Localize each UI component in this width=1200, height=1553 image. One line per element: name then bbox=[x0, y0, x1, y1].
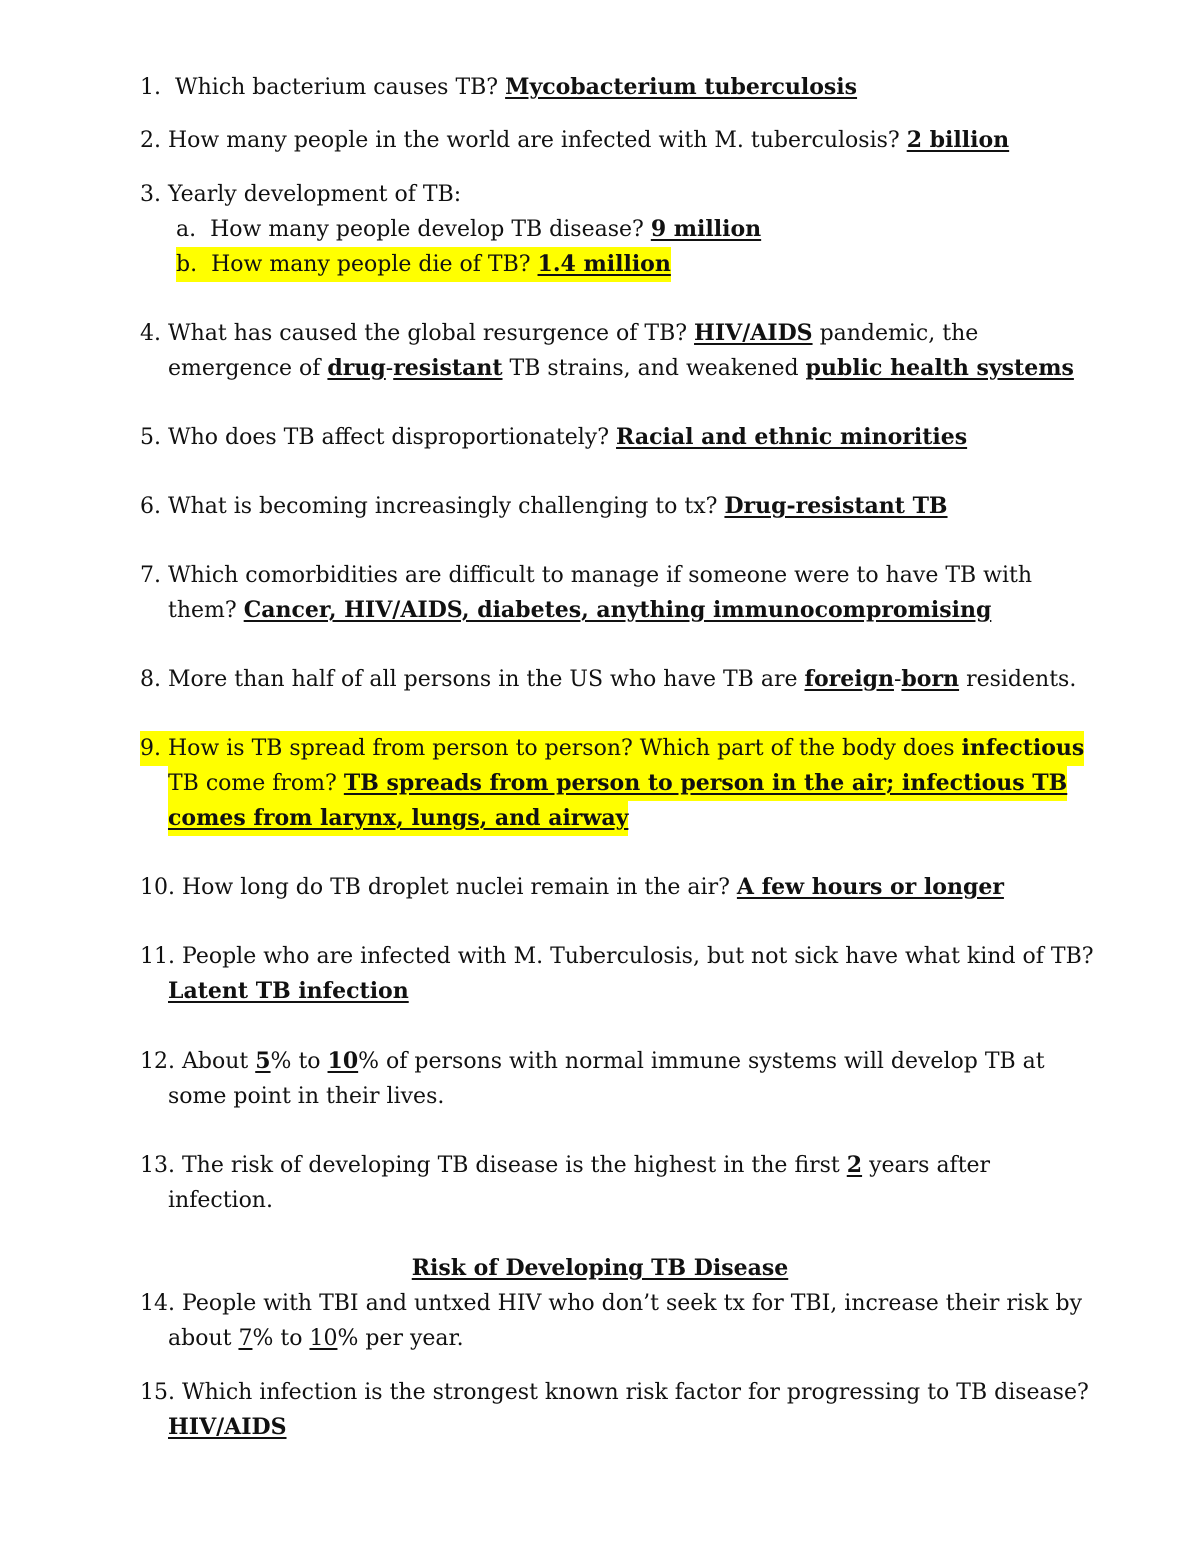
q-text: residents. bbox=[966, 667, 1077, 692]
q-answer: 5 bbox=[255, 1048, 271, 1074]
q-text: How many people in the world are infected with M. tuberculosis? bbox=[168, 128, 900, 153]
q-number: 12. bbox=[140, 1049, 175, 1074]
q-number: 14. bbox=[140, 1291, 175, 1316]
q-number: 11. bbox=[140, 944, 175, 969]
q-answer: 2 bbox=[846, 1152, 863, 1178]
q-number: 2. bbox=[140, 128, 161, 153]
q-text: Who does TB affect disproportionately? bbox=[168, 425, 610, 450]
q-text: infection. bbox=[168, 1188, 273, 1213]
q-text: years after bbox=[869, 1153, 991, 1178]
q-text: Which bacterium causes TB? bbox=[175, 75, 499, 100]
question-8 bbox=[140, 662, 1076, 697]
q-answer: HIV/AIDS bbox=[694, 320, 813, 346]
q-text: - bbox=[385, 356, 394, 381]
q-text: People with TBI and untxed HIV who don’t seek tx for TBI, increase their risk by bbox=[182, 1291, 1083, 1316]
q-number: 15. bbox=[140, 1380, 175, 1405]
q-text: them? bbox=[168, 598, 237, 623]
question-9-cont2 bbox=[168, 801, 628, 836]
question-12-cont bbox=[168, 1079, 444, 1114]
question-5 bbox=[140, 420, 967, 455]
q-text: How many people die of TB? bbox=[211, 252, 531, 277]
q-answer: Latent TB infection bbox=[168, 978, 409, 1004]
q-answer: 9 million bbox=[650, 216, 762, 242]
question-1 bbox=[140, 70, 857, 105]
q-text: More than half of all persons in the US who have TB are bbox=[168, 667, 798, 692]
question-11 bbox=[140, 939, 1094, 974]
q-text: How is TB spread from person to person? Which part of the body does bbox=[168, 736, 955, 761]
q-answer: Drug-resistant TB bbox=[724, 493, 948, 519]
q-text: Yearly development of TB: bbox=[168, 182, 462, 207]
question-4-cont bbox=[168, 351, 1074, 386]
q-text: What is becoming increasingly challenging to tx? bbox=[168, 494, 718, 519]
q-number: 4. bbox=[140, 321, 161, 346]
q-answer: born bbox=[901, 666, 960, 692]
question-4 bbox=[140, 316, 978, 351]
q-number: 8. bbox=[140, 667, 161, 692]
q-text: The risk of developing TB disease is the highest in the first bbox=[182, 1153, 840, 1178]
q-answer: 10 bbox=[327, 1048, 359, 1074]
q-answer: 2 billion bbox=[906, 127, 1010, 153]
q-number: 3. bbox=[140, 182, 161, 207]
q-text: What has caused the global resurgence of TB? bbox=[168, 321, 688, 346]
question-9 bbox=[140, 731, 1084, 766]
q-text: emergence of bbox=[168, 356, 321, 381]
q-bold-text: infectious bbox=[961, 735, 1085, 761]
q-text: People who are infected with M. Tuberculosis, but not sick have what kind of TB? bbox=[182, 944, 1094, 969]
q-text: TB strains, and weakened bbox=[509, 356, 799, 381]
q-text: How long do TB droplet nuclei remain in the air? bbox=[182, 875, 730, 900]
question-3b bbox=[176, 247, 671, 282]
question-7-cont bbox=[168, 593, 991, 628]
q-answer: TB spreads from person to person in the air; infectious TB bbox=[343, 770, 1068, 796]
q-answer: HIV/AIDS bbox=[168, 1414, 287, 1440]
q-letter: b. bbox=[176, 252, 198, 277]
question-2 bbox=[140, 123, 1009, 158]
q-text: pandemic, the bbox=[819, 321, 979, 346]
q-text: - bbox=[893, 667, 902, 692]
question-14 bbox=[140, 1286, 1082, 1321]
q-answer: 7 bbox=[238, 1326, 253, 1351]
q-text: Which comorbidities are difficult to manage if someone were to have TB with bbox=[168, 563, 1033, 588]
q-text: % of persons with normal immune systems will develop TB at bbox=[358, 1049, 1045, 1074]
question-13 bbox=[140, 1148, 990, 1183]
q-number: 5. bbox=[140, 425, 161, 450]
q-text: Which infection is the strongest known risk factor for progressing to TB disease? bbox=[182, 1380, 1089, 1405]
q-answer: Mycobacterium tuberculosis bbox=[505, 74, 858, 100]
q-answer: Racial and ethnic minorities bbox=[616, 424, 968, 450]
question-13-cont bbox=[168, 1183, 273, 1218]
q-number: 13. bbox=[140, 1153, 175, 1178]
q-text: about bbox=[168, 1326, 232, 1351]
section-heading bbox=[0, 1251, 1200, 1286]
question-14-cont bbox=[168, 1321, 464, 1356]
section-heading-text: Risk of Developing TB Disease bbox=[411, 1255, 789, 1281]
q-answer: A few hours or longer bbox=[736, 874, 1004, 900]
q-answer: 1.4 million bbox=[537, 251, 671, 277]
q-text: some point in their lives. bbox=[168, 1084, 445, 1109]
q-letter: a. bbox=[176, 217, 197, 242]
question-6 bbox=[140, 489, 948, 524]
q-number: 6. bbox=[140, 494, 161, 519]
question-3a bbox=[176, 212, 761, 247]
q-text: % to bbox=[252, 1326, 303, 1351]
question-10 bbox=[140, 870, 1004, 905]
question-15 bbox=[140, 1375, 1089, 1410]
q-answer: foreign bbox=[804, 666, 894, 692]
q-answer: comes from larynx, lungs, and airway bbox=[168, 805, 629, 831]
q-text: % to bbox=[270, 1049, 321, 1074]
question-3 bbox=[140, 177, 461, 212]
question-11-cont bbox=[168, 974, 409, 1009]
question-12 bbox=[140, 1044, 1045, 1079]
question-9-cont bbox=[168, 766, 1067, 801]
q-text: About bbox=[182, 1049, 249, 1074]
q-number: 10. bbox=[140, 875, 175, 900]
q-text: TB come from? bbox=[168, 771, 337, 796]
q-number: 9. bbox=[140, 736, 161, 761]
q-answer: Cancer, HIV/AIDS, diabetes, anything immunocompromising bbox=[243, 597, 992, 623]
q-number: 1. bbox=[140, 75, 161, 100]
q-answer: public health systems bbox=[805, 355, 1074, 381]
q-answer: 10 bbox=[309, 1326, 338, 1351]
question-15-cont bbox=[168, 1410, 287, 1445]
q-text: How many people develop TB disease? bbox=[210, 217, 644, 242]
q-answer: drug bbox=[327, 355, 386, 381]
q-number: 7. bbox=[140, 563, 161, 588]
q-answer: resistant bbox=[393, 355, 503, 381]
q-text: % per year. bbox=[337, 1326, 464, 1351]
question-7 bbox=[140, 558, 1032, 593]
